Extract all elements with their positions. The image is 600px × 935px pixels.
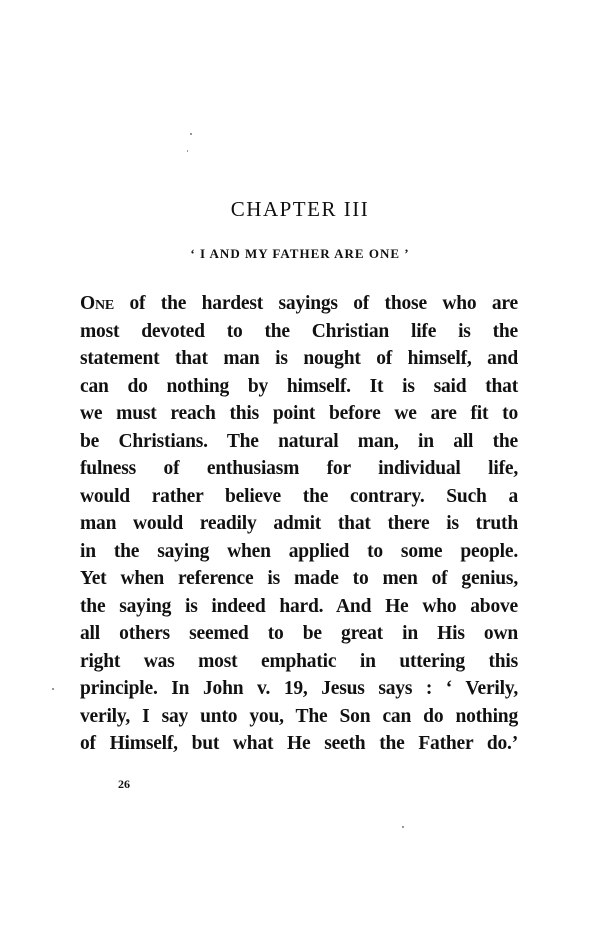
- body-paragraph: [80, 290, 518, 758]
- text-line-1-rest: of the hardest sayings of those who are: [114, 293, 518, 314]
- text-line-11: Yet when reference is made to men of genius,: [80, 568, 518, 589]
- text-line-9: man would readily admit that there is truth: [80, 513, 518, 534]
- text-line-6: be Christians. The natural man, in all the: [80, 430, 518, 452]
- text-line-13: all others seemed to be great in His own: [80, 623, 518, 644]
- text-line-16: verily, I say unto you, The Son can do nothing: [80, 705, 518, 727]
- scan-speck: [402, 826, 404, 828]
- text-line-1: [80, 290, 518, 318]
- text-line-3: statement that man is nought of himself, and: [80, 348, 518, 369]
- text-line-5: we must reach this point before we are fit to: [80, 403, 518, 424]
- text-line-4: can do nothing by himself. It is said that: [80, 375, 518, 397]
- scan-speck: [187, 150, 188, 152]
- chapter-subtitle: ‘ I AND MY FATHER ARE ONE ’: [190, 246, 410, 261]
- chapter-title: CHAPTER III: [230, 197, 370, 221]
- text-line-10: in the saying when applied to some people.: [80, 540, 518, 562]
- text-line-8: would rather believe the contrary. Such a: [80, 485, 518, 507]
- text-line-7: fulness of enthusiasm for individual life,: [80, 458, 518, 479]
- text-line-2: most devoted to the Christian life is the: [80, 320, 518, 342]
- scan-speck: [190, 133, 192, 135]
- text-line-12: the saying is indeed hard. And He who above: [80, 595, 518, 617]
- text-line-14: right was most emphatic in uttering this: [80, 650, 518, 672]
- lead-word: One: [80, 293, 115, 314]
- text-line-17: of Himself, but what He seeth the Father do.’: [80, 733, 518, 754]
- scan-speck: [52, 688, 54, 690]
- text-line-15: principle. In John v. 19, Jesus says : ‘ Verily,: [80, 678, 518, 699]
- page-number: 26: [118, 777, 130, 791]
